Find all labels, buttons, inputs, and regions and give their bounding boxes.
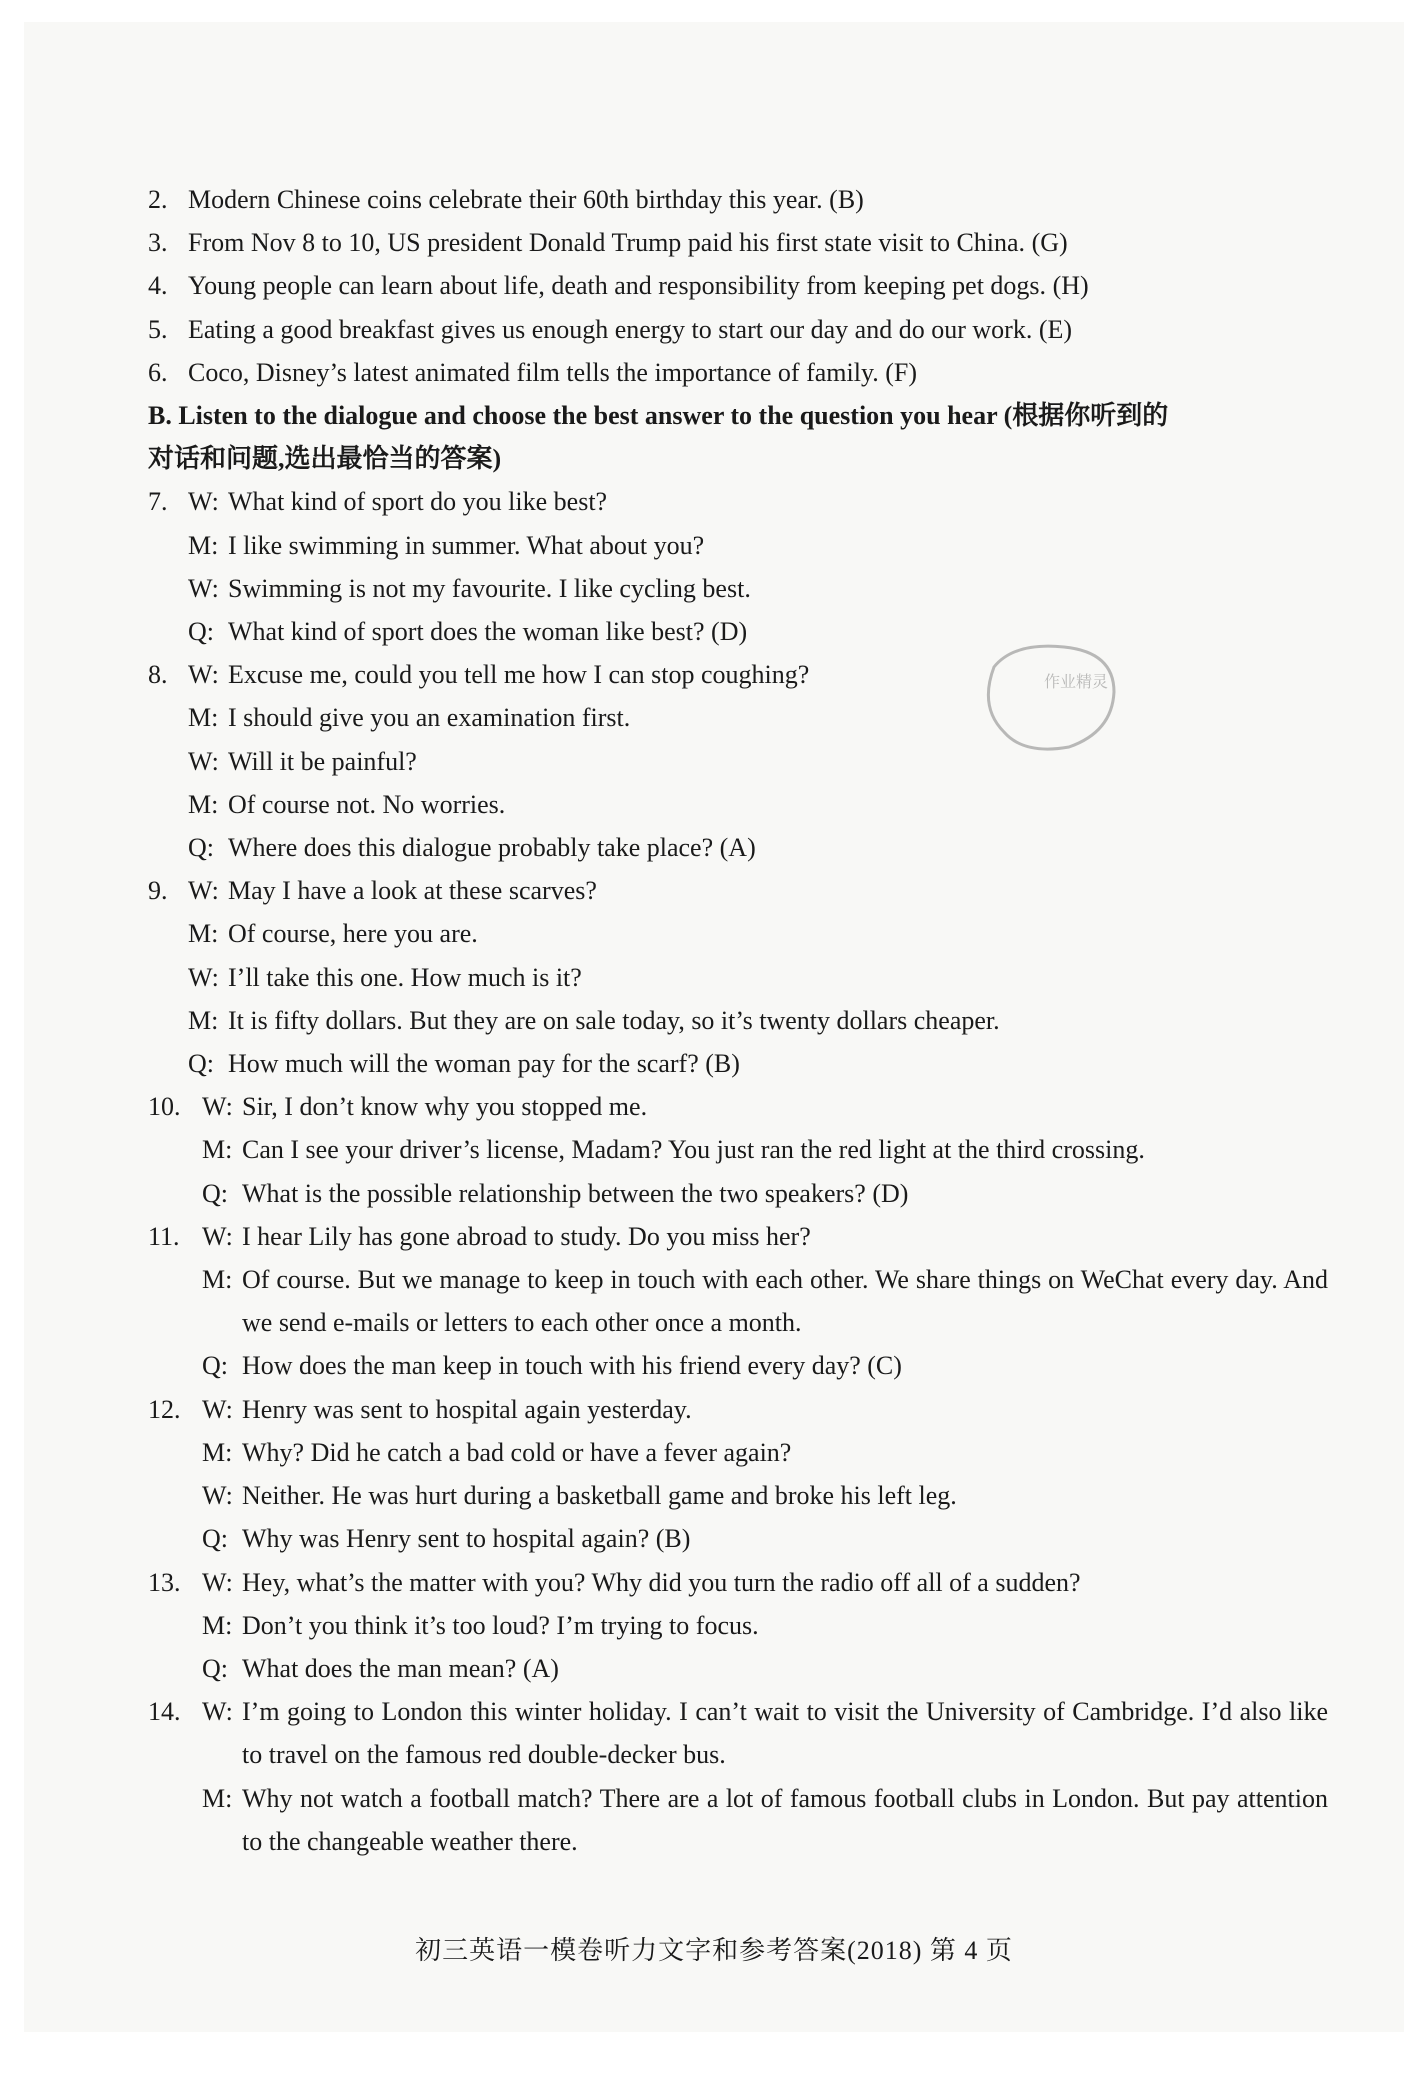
dialogue-indent	[148, 524, 188, 567]
dialogue-indent	[148, 1344, 202, 1387]
speaker-text: Excuse me, could you tell me how I can stop coughing?	[228, 660, 810, 690]
dialogue-block	[148, 653, 1328, 869]
dialogue-indent	[148, 1777, 202, 1863]
speaker-text: Where does this dialogue probably take place? (A)	[228, 833, 756, 863]
speaker-text: May I have a look at these scarves?	[228, 876, 597, 906]
item-answer: (H)	[1052, 271, 1089, 301]
speaker-label: Q:	[202, 1653, 228, 1683]
speaker-label: W:	[188, 573, 219, 603]
dialogue-indent	[148, 999, 188, 1042]
dialogue-line	[148, 912, 1328, 955]
dialogue-line	[148, 1258, 1328, 1344]
section-b-heading-line2: 对话和问题,选出最恰当的答案)	[148, 444, 502, 474]
speaker-label: W:	[202, 1697, 233, 1727]
dialogue-line	[148, 1388, 1328, 1431]
speaker-label: Q:	[188, 833, 214, 863]
dialogue-line	[148, 826, 1328, 869]
item-number: 5.	[148, 314, 168, 344]
dialogue-block	[148, 1388, 1328, 1561]
dialogue-block	[148, 480, 1328, 653]
item-sentence: Coco, Disney’s latest animated film tells the importance of family.	[188, 357, 879, 387]
item-text	[188, 308, 1328, 351]
speaker-text: Why? Did he catch a bad cold or have a fever again?	[242, 1437, 792, 1467]
speaker-text: I hear Lily has gone abroad to study. Do you miss her?	[242, 1221, 811, 1251]
item-answer: (B)	[829, 185, 864, 214]
speaker-text: Of course not. No worries.	[228, 789, 506, 819]
speaker-text: Why not watch a football match? There are a lot of famous football clubs in London. But pay attention to the changeable weather there.	[242, 1783, 1328, 1856]
dialogue-number: 9.	[148, 876, 168, 906]
item-sentence: Young people can learn about life, death and responsibility from keeping pet dogs.	[188, 271, 1047, 301]
dialogue-number: 12.	[148, 1394, 181, 1424]
speaker-text: How much will the woman pay for the scarf? (B)	[228, 1049, 740, 1079]
dialogue-indent	[148, 826, 188, 869]
part-a-answers	[148, 178, 1328, 394]
item-answer: (G)	[1031, 228, 1068, 258]
dialogue-indent	[148, 1604, 202, 1647]
dialogue-indent	[148, 696, 188, 739]
speaker-label: Q:	[188, 1049, 214, 1079]
speaker-label: M:	[188, 530, 219, 560]
dialogue-list	[148, 480, 1328, 1863]
dialogue-line	[148, 1128, 1328, 1171]
speaker-text: Of course, here you are.	[228, 919, 478, 949]
speaker-label: Q:	[188, 617, 214, 647]
section-b-heading	[148, 394, 1328, 480]
speaker-text: What is the possible relationship between the two speakers? (D)	[242, 1178, 909, 1208]
dialogue-line	[148, 1604, 1328, 1647]
speaker-label: W:	[202, 1221, 233, 1251]
item-number: 6.	[148, 357, 168, 387]
dialogue-line	[148, 999, 1328, 1042]
dialogue-line	[148, 1690, 1328, 1776]
dialogue-line	[148, 1474, 1328, 1517]
speaker-label: W:	[202, 1394, 233, 1424]
speaker-text: How does the man keep in touch with his friend every day? (C)	[242, 1351, 902, 1381]
dialogue-line	[148, 1215, 1328, 1258]
item-text	[188, 351, 1328, 394]
speaker-text: It is fifty dollars. But they are on sale today, so it’s twenty dollars cheaper.	[228, 1005, 1000, 1035]
dialogue-number: 7.	[148, 487, 168, 517]
dialogue-line	[148, 567, 1328, 610]
speaker-label: W:	[202, 1481, 233, 1511]
dialogue-line	[148, 1561, 1328, 1604]
speaker-text: I’m going to London this winter holiday. I can’t wait to visit the University of Cambridge. I’d also like to travel on the famous red double-decker bus.	[242, 1697, 1328, 1770]
item-number: 2.	[148, 185, 168, 214]
speaker-label: M:	[202, 1135, 233, 1165]
dialogue-indent	[148, 1431, 202, 1474]
speaker-text: I’ll take this one. How much is it?	[228, 962, 582, 992]
dialogue-line	[148, 1777, 1328, 1863]
speaker-text: I should give you an examination first.	[228, 703, 631, 733]
page-content	[148, 178, 1328, 1863]
speaker-label: M:	[202, 1437, 233, 1467]
dialogue-line	[148, 956, 1328, 999]
dialogue-indent	[148, 783, 188, 826]
dialogue-block	[148, 1690, 1328, 1863]
item-answer: (E)	[1038, 314, 1073, 344]
dialogue-line	[148, 740, 1328, 783]
item-number: 3.	[148, 228, 168, 258]
dialogue-block	[148, 869, 1328, 1085]
dialogue-line	[148, 1085, 1328, 1128]
speaker-label: W:	[188, 746, 219, 776]
answer-line	[148, 308, 1328, 351]
dialogue-indent	[148, 567, 188, 610]
answer-line	[148, 351, 1328, 394]
dialogue-line	[148, 696, 1328, 739]
answer-line	[148, 221, 1328, 264]
dialogue-number: 13.	[148, 1567, 181, 1597]
speaker-text: What kind of sport does the woman like best? (D)	[228, 617, 748, 647]
speaker-text: Will it be painful?	[228, 746, 417, 776]
item-sentence: Modern Chinese coins celebrate their 60th birthday this year.	[188, 185, 823, 214]
item-text	[188, 221, 1328, 264]
dialogue-indent	[148, 1172, 202, 1215]
dialogue-line	[148, 1647, 1328, 1690]
answer-line	[148, 264, 1328, 307]
section-b-heading-line1: B. Listen to the dialogue and choose the best answer to the question you hear (根据你听到的	[148, 401, 1169, 431]
dialogue-line	[148, 480, 1328, 523]
speaker-text: Don’t you think it’s too loud? I’m trying to focus.	[242, 1610, 759, 1640]
dialogue-indent	[148, 1042, 188, 1085]
item-text	[188, 264, 1328, 307]
dialogue-line	[148, 783, 1328, 826]
dialogue-indent	[148, 1258, 202, 1344]
speaker-label: M:	[188, 919, 219, 949]
dialogue-line	[148, 524, 1328, 567]
dialogue-line	[148, 1042, 1328, 1085]
speaker-text: Can I see your driver’s license, Madam? You just ran the red light at the third crossing.	[242, 1135, 1145, 1165]
speaker-text: What kind of sport do you like best?	[228, 487, 608, 517]
stamp-text: 作业精灵	[1044, 672, 1109, 691]
speaker-label: W:	[188, 487, 219, 517]
stamp-logo	[974, 637, 1124, 757]
dialogue-indent	[148, 912, 188, 955]
speaker-label: M:	[202, 1783, 233, 1813]
dialogue-indent	[148, 610, 188, 653]
speaker-text: Sir, I don’t know why you stopped me.	[242, 1092, 648, 1122]
answer-page	[24, 22, 1404, 2032]
item-answer: (F)	[885, 357, 918, 387]
speaker-label: W:	[202, 1092, 233, 1122]
dialogue-number: 11.	[148, 1221, 180, 1251]
dialogue-line	[148, 1344, 1328, 1387]
speaker-label: W:	[188, 876, 219, 906]
dialogue-number: 10.	[148, 1092, 181, 1122]
speaker-label: Q:	[202, 1351, 228, 1381]
dialogue-block	[148, 1561, 1328, 1691]
dialogue-indent	[148, 1474, 202, 1517]
speaker-label: M:	[188, 703, 219, 733]
speaker-text: Swimming is not my favourite. I like cycling best.	[228, 573, 751, 603]
dialogue-block	[148, 1085, 1328, 1215]
dialogue-line	[148, 1172, 1328, 1215]
dialogue-indent	[148, 1128, 202, 1171]
speaker-label: M:	[202, 1265, 233, 1295]
speaker-label: M:	[188, 789, 219, 819]
speaker-label: Q:	[202, 1524, 228, 1554]
speaker-text: Of course. But we manage to keep in touch with each other. We share things on WeChat every day. And we send e-mails or letters to each other once a month.	[242, 1265, 1328, 1338]
speaker-text: Hey, what’s the matter with you? Why did you turn the radio off all of a sudden?	[242, 1567, 1081, 1597]
speaker-text: I like swimming in summer. What about you?	[228, 530, 705, 560]
speaker-label: W:	[202, 1567, 233, 1597]
speaker-label: Q:	[202, 1178, 228, 1208]
dialogue-indent	[148, 1517, 202, 1560]
page-footer: 初三英语一模卷听力文字和参考答案(2018) 第 4 页	[415, 1936, 1013, 1965]
dialogue-line	[148, 653, 1328, 696]
speaker-text: Henry was sent to hospital again yesterday.	[242, 1394, 692, 1424]
speaker-label: W:	[188, 962, 219, 992]
speaker-label: W:	[188, 660, 219, 690]
item-number: 4.	[148, 271, 168, 301]
speaker-text: What does the man mean? (A)	[242, 1653, 559, 1683]
dialogue-block	[148, 1215, 1328, 1388]
dialogue-line	[148, 1431, 1328, 1474]
speaker-label: M:	[188, 1005, 219, 1035]
item-sentence: Eating a good breakfast gives us enough energy to start our day and do our work.	[188, 314, 1033, 344]
dialogue-line	[148, 869, 1328, 912]
speaker-text: Why was Henry sent to hospital again? (B)	[242, 1524, 691, 1554]
dialogue-indent	[148, 740, 188, 783]
speaker-text: Neither. He was hurt during a basketball game and broke his left leg.	[242, 1481, 957, 1511]
dialogue-indent	[148, 1647, 202, 1690]
dialogue-number: 14.	[148, 1697, 181, 1727]
item-text	[188, 178, 1328, 221]
dialogue-line	[148, 610, 1328, 653]
item-sentence: From Nov 8 to 10, US president Donald Trump paid his first state visit to China.	[188, 228, 1026, 258]
answer-line	[148, 178, 1328, 221]
dialogue-number: 8.	[148, 660, 168, 690]
dialogue-indent	[148, 956, 188, 999]
speaker-label: M:	[202, 1610, 233, 1640]
dialogue-line	[148, 1517, 1328, 1560]
